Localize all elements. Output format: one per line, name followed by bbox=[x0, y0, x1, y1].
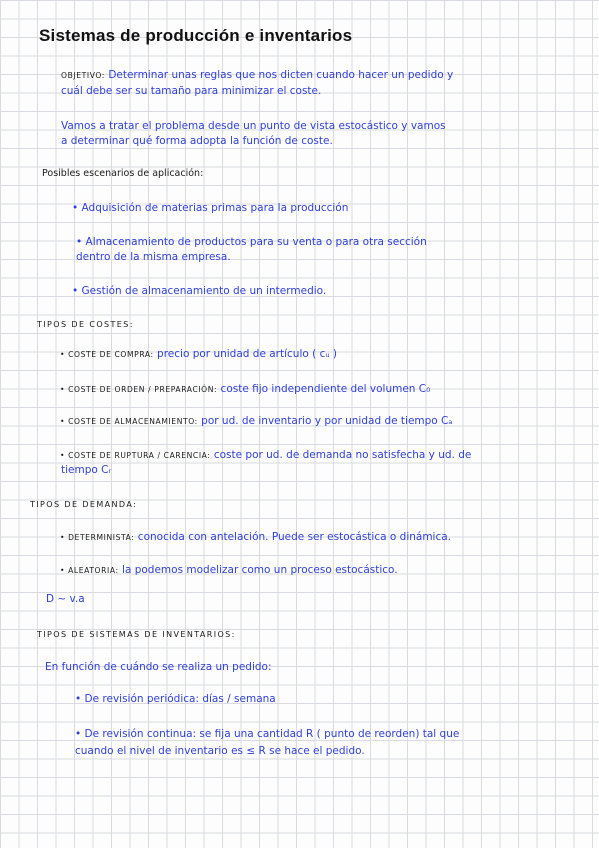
cost-storage-label: • COSTE DE ALMACENAMIENTO: bbox=[60, 417, 198, 426]
system-item-continuous-line-1: • De revisión continua: se fija una cantidad R ( punto de reorden) tal que bbox=[75, 728, 460, 740]
demand-item-random bbox=[60, 563, 398, 578]
systems-subheading: En función de cuándo se realiza un pedido: bbox=[45, 661, 272, 673]
demand-heading: TIPOS DE DEMANDA: bbox=[30, 500, 138, 509]
cost-shortage-text-2: tiempo Cᵣ bbox=[61, 464, 112, 476]
scenario-item-3: • Gestión de almacenamiento de un intermedio. bbox=[72, 285, 327, 297]
cost-order-label: • COSTE DE ORDEN / PREPARACIÓN: bbox=[60, 385, 218, 394]
demand-note: D ~ v.a bbox=[46, 593, 85, 605]
scenario-item-2-line-2: dentro de la misma empresa. bbox=[76, 251, 231, 263]
scenario-item-1: • Adquisición de materias primas para la producción bbox=[72, 202, 349, 214]
scenarios-heading: Posibles escenarios de aplicación: bbox=[42, 168, 204, 179]
cost-item-order bbox=[60, 382, 430, 397]
objective-text-2: cuál debe ser su tamaño para minimizar el coste. bbox=[61, 85, 322, 97]
cost-item-purchase bbox=[60, 347, 337, 362]
objective-label: OBJETIVO: bbox=[61, 71, 105, 80]
cost-item-shortage bbox=[60, 448, 471, 463]
systems-heading: TIPOS DE SISTEMAS DE INVENTARIOS: bbox=[37, 630, 236, 639]
system-item-continuous-line-2: cuando el nivel de inventario es ≤ R se hace el pedido. bbox=[75, 745, 365, 757]
page-title: Sistemas de producción e inventarios bbox=[39, 26, 353, 45]
cost-order-text: coste fijo independiente del volumen C₀ bbox=[220, 383, 431, 395]
cost-purchase-text: precio por unidad de artículo ( cᵤ ) bbox=[157, 348, 338, 360]
demand-item-deterministic bbox=[60, 530, 451, 545]
demand-deterministic-label: • DETERMINISTA: bbox=[60, 533, 135, 542]
cost-item-storage bbox=[60, 414, 453, 429]
intro-line-1: Vamos a tratar el problema desde un punto de vista estocástico y vamos bbox=[61, 120, 446, 132]
cost-purchase-label: • COSTE DE COMPRA: bbox=[60, 350, 154, 359]
demand-random-label: • ALEATORIA: bbox=[60, 566, 119, 575]
costs-heading: TIPOS DE COSTES: bbox=[37, 320, 134, 329]
system-item-periodic: • De revisión periódica: días / semana bbox=[75, 693, 276, 705]
scenario-item-2-line-1: • Almacenamiento de productos para su venta o para otra sección bbox=[76, 236, 427, 248]
cost-storage-text: por ud. de inventario y por unidad de tiempo Cₐ bbox=[201, 415, 453, 427]
cost-shortage-label: • COSTE DE RUPTURA / CARENCIA: bbox=[60, 451, 211, 460]
objective-text-1: Determinar unas reglas que nos dicten cuando hacer un pedido y bbox=[108, 69, 454, 81]
intro-line-2: a determinar qué forma adopta la función de coste. bbox=[61, 135, 333, 147]
demand-random-text: la podemos modelizar como un proceso estocástico. bbox=[122, 564, 398, 576]
cost-shortage-text: coste por ud. de demanda no satisfecha y ud. de bbox=[213, 449, 472, 461]
demand-deterministic-text: conocida con antelación. Puede ser estocástica o dinámica. bbox=[137, 531, 452, 543]
objective-line-1 bbox=[61, 68, 453, 83]
